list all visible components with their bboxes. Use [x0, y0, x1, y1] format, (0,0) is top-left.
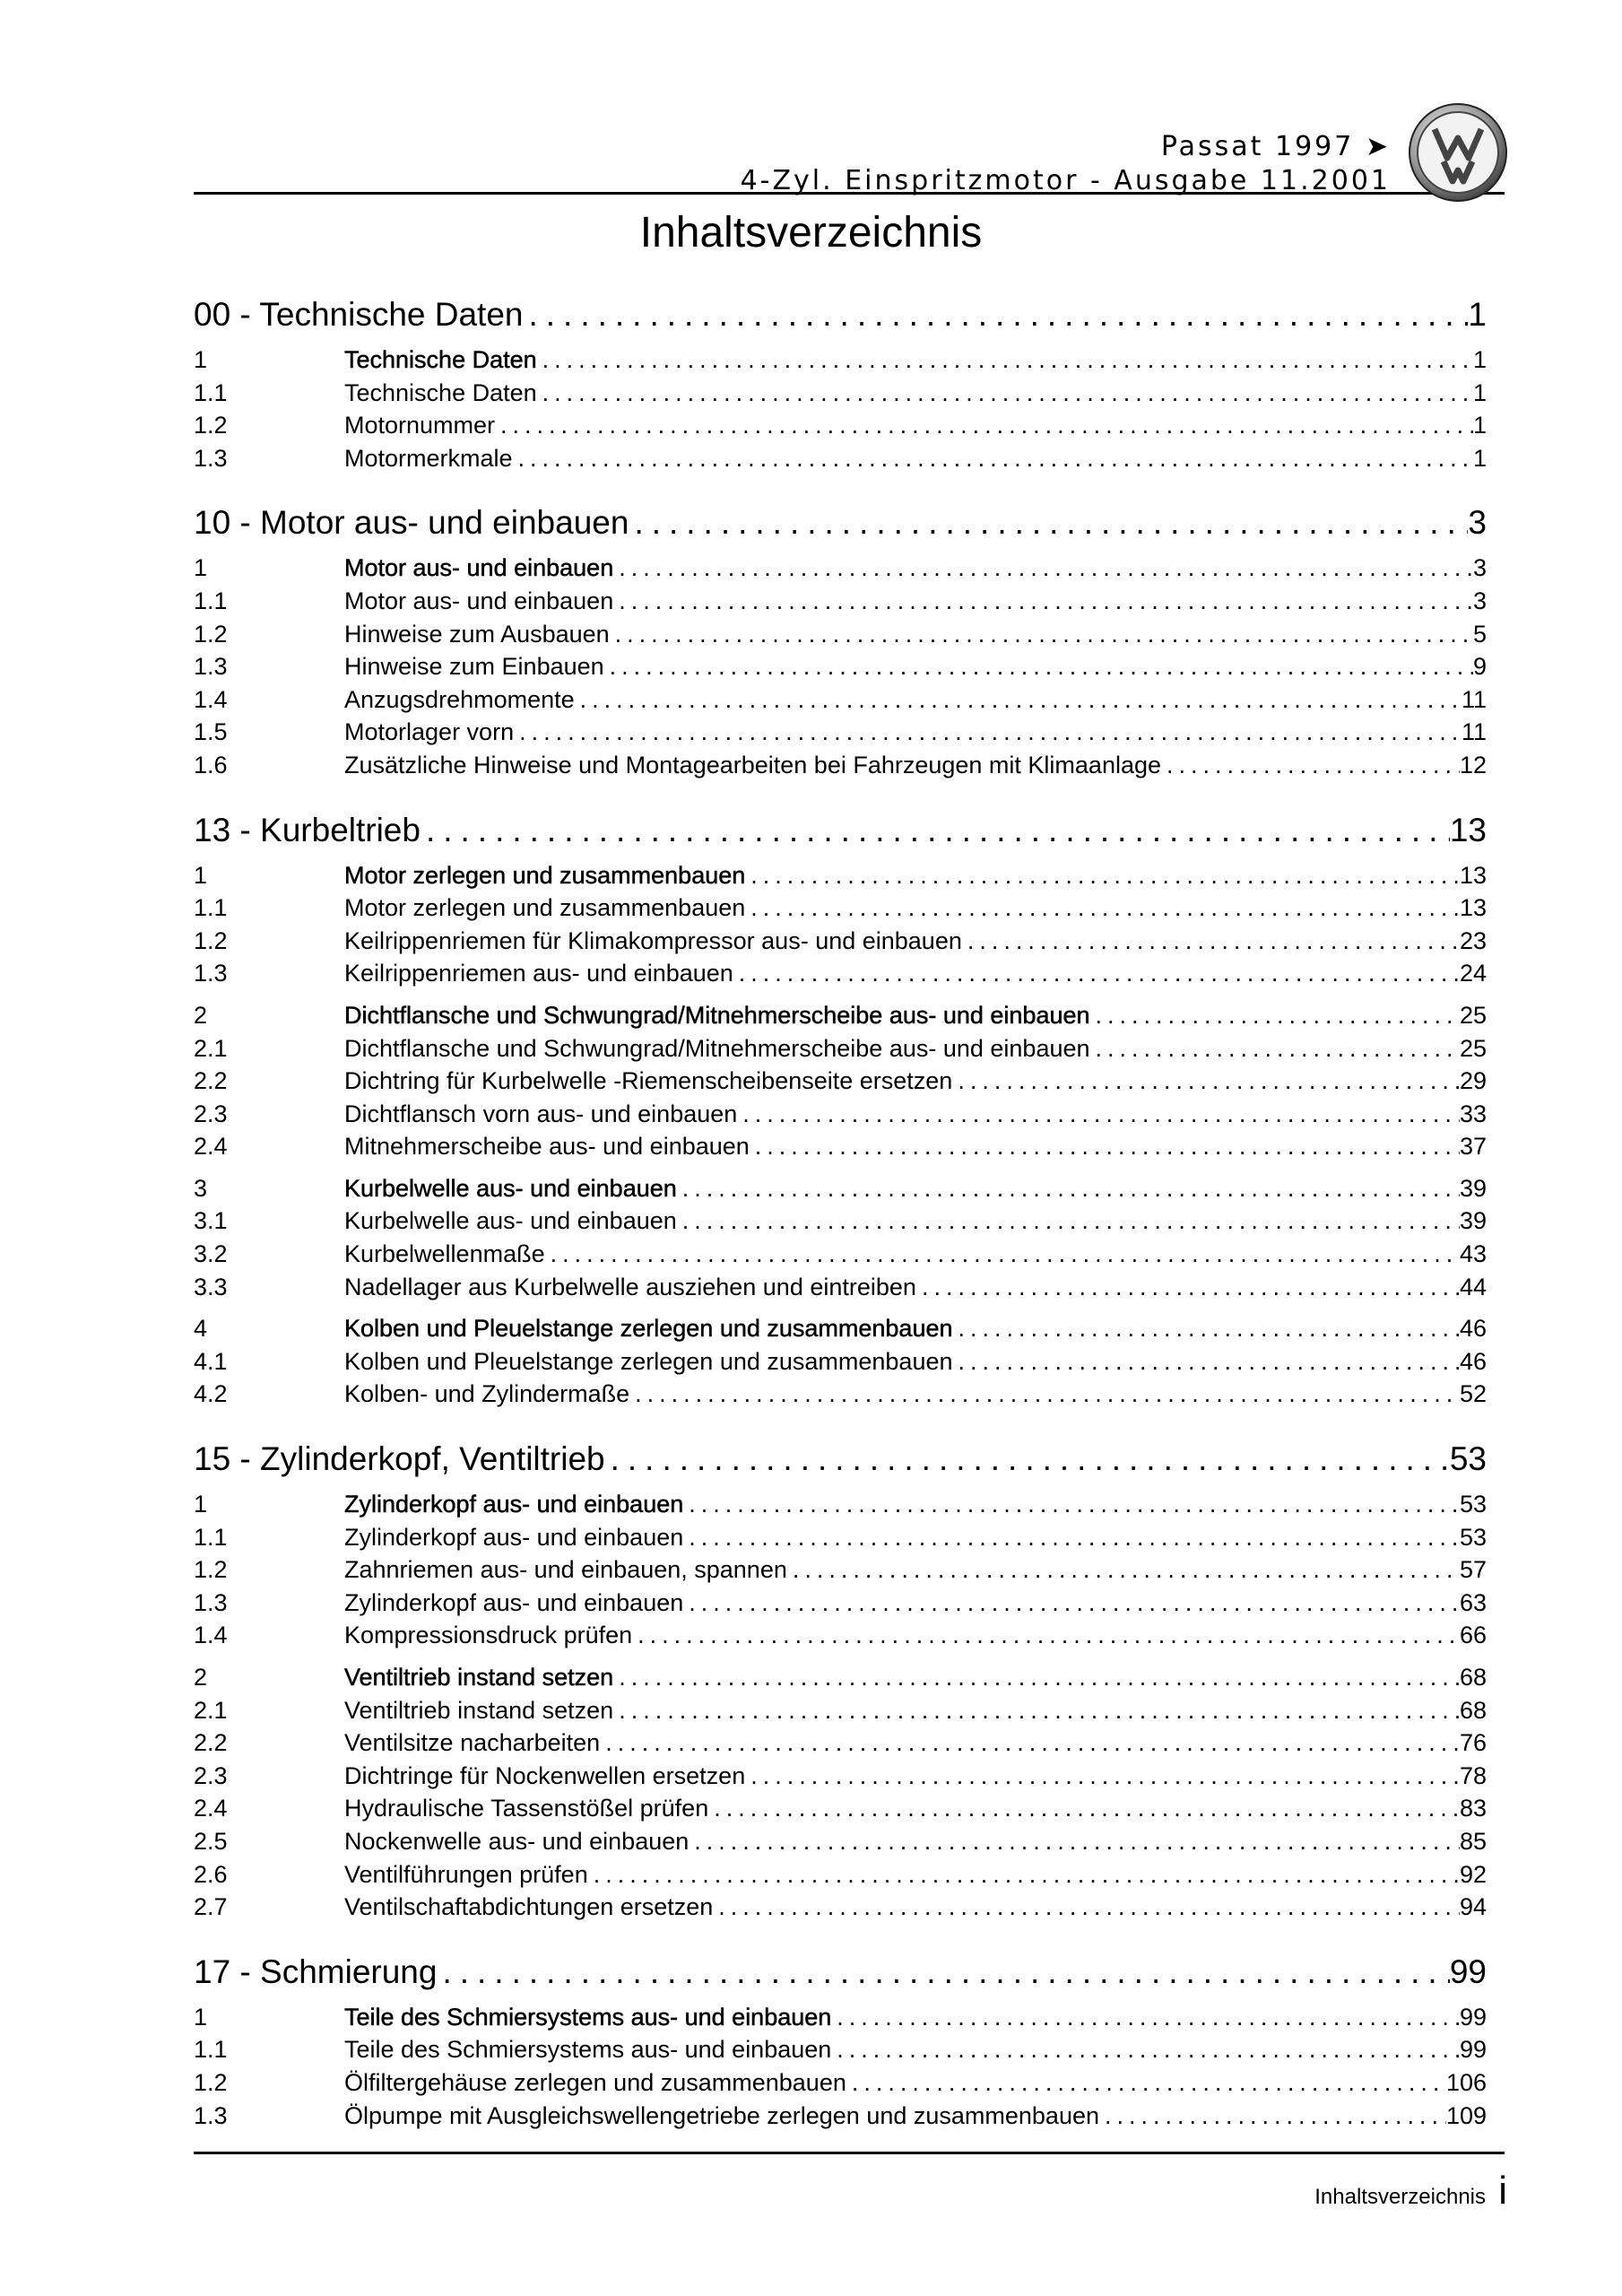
toc-sub-row[interactable] [194, 1893, 1487, 1926]
toc-sub-row[interactable] [194, 2069, 1487, 2102]
toc-entry-number: 2.3 [194, 1761, 228, 1789]
toc-entry-title: Motor aus- und einbauen [344, 554, 614, 582]
toc-entry-title: Nockenwelle aus- und einbauen [344, 1827, 690, 1855]
toc-entry-title: Ventiltrieb instand setzen [344, 1664, 614, 1691]
toc-sub-row[interactable] [194, 1348, 1487, 1381]
toc-entry-number: 2.2 [194, 1729, 228, 1757]
dot-leader [604, 653, 1473, 681]
toc-entry-number: 1.1 [194, 2036, 228, 2064]
toc-entry-number: 3 [194, 1174, 208, 1202]
toc-entry-title: Zylinderkopf aus- und einbauen [344, 1523, 684, 1551]
dot-leader [831, 2004, 1460, 2031]
toc-entry-number: 1 [194, 2003, 208, 2031]
dot-leader [613, 554, 1473, 582]
toc-entry-title: Keilrippenriemen für Klimakompressor aus- und einbauen [344, 926, 962, 954]
dot-leader [713, 1893, 1460, 1921]
dot-leader [683, 1491, 1460, 1518]
toc-entry-title: Dichtring für Kurbelwelle -Riemenscheibenseite ersetzen [344, 1067, 953, 1095]
toc-entry-number: 1.3 [194, 2101, 228, 2129]
toc-section-row[interactable] [194, 554, 1487, 587]
toc-sub-row[interactable] [194, 927, 1487, 961]
dot-leader [962, 927, 1460, 955]
dot-leader [629, 1380, 1460, 1408]
toc-sub-row[interactable] [194, 1729, 1487, 1762]
toc-entry-title: Technische Daten [344, 346, 537, 373]
toc-section-row[interactable] [194, 1175, 1487, 1208]
toc-entry-page: 39 [1459, 1207, 1487, 1235]
toc-sub-row[interactable] [194, 752, 1487, 785]
dot-leader [952, 1067, 1460, 1095]
toc-sub-row[interactable] [194, 621, 1487, 654]
dot-leader [689, 1828, 1460, 1856]
toc-entry-number: 4 [194, 1315, 208, 1343]
toc-entry-number: 1.3 [194, 653, 228, 681]
dot-leader [677, 1207, 1460, 1235]
toc-entry-page: 68 [1459, 1696, 1487, 1724]
toc-entry-page: 3 [1472, 554, 1487, 582]
toc-entry-number: 1.2 [194, 620, 228, 648]
toc-entry-page: 68 [1459, 1664, 1487, 1691]
toc-sub-row[interactable] [194, 653, 1487, 686]
toc-entry-title: Motor zerlegen und zusammenbauen [344, 894, 746, 922]
toc-entry-number: 2.1 [194, 1696, 228, 1724]
toc-entry-title: 00 - Technische Daten [194, 296, 524, 333]
toc-entry-title: 13 - Kurbeltrieb [194, 811, 421, 848]
dot-leader [787, 1556, 1460, 1584]
dot-leader [495, 412, 1473, 439]
toc-entry-page: 85 [1459, 1827, 1487, 1855]
dot-leader [514, 718, 1462, 746]
toc-entry-title: Motornummer [344, 412, 496, 439]
toc-section-row[interactable] [194, 346, 1487, 379]
dot-leader [613, 1697, 1460, 1725]
toc-entry-number: 2.2 [194, 1067, 228, 1095]
toc-entry-number: 1 [194, 1491, 208, 1518]
toc-entry-number: 1.2 [194, 2068, 228, 2096]
toc-chapter-row[interactable] [194, 1440, 1487, 1482]
toc-sub-row[interactable] [194, 412, 1487, 445]
toc-sub-row[interactable] [194, 894, 1487, 927]
toc-entry-title: Keilrippenriemen aus- und einbauen [344, 960, 733, 987]
toc-entry-page: 37 [1459, 1133, 1487, 1161]
toc-entry-page: 13 [1449, 811, 1487, 848]
toc-entry-page: 5 [1472, 620, 1487, 648]
toc-entry-title: Technische Daten [344, 378, 537, 406]
dot-leader [733, 960, 1460, 987]
toc-entry-title: Dichtringe für Nockenwellen ersetzen [344, 1761, 746, 1789]
toc-section-row[interactable] [194, 862, 1487, 895]
toc-entry-title: Motor zerlegen und zusammenbauen [344, 861, 746, 889]
toc-entry-title: Ventilschaftabdichtungen ersetzen [344, 1893, 714, 1921]
toc-entry-title: Ventiltrieb instand setzen [344, 1696, 614, 1724]
toc-entry-page: 1 [1472, 346, 1487, 373]
dot-leader [683, 1524, 1460, 1552]
toc-entry-page: 44 [1459, 1273, 1487, 1300]
toc-sub-row[interactable] [194, 1762, 1487, 1796]
toc-entry-page: 3 [1468, 504, 1487, 542]
dot-leader [737, 1100, 1460, 1128]
dot-leader [600, 1729, 1460, 1757]
toc-entry-number: 1.1 [194, 1523, 228, 1551]
toc-sub-row[interactable] [194, 587, 1487, 621]
toc-entry-number: 1 [194, 346, 208, 373]
dot-leader [605, 1440, 1450, 1478]
dot-leader [708, 1795, 1460, 1822]
toc-entry-title: Zylinderkopf aus- und einbauen [344, 1491, 684, 1518]
toc-sub-row[interactable] [194, 2102, 1487, 2135]
toc-entry-page: 25 [1459, 1001, 1487, 1029]
footer-label: Inhaltsverzeichnis [1314, 2185, 1486, 2209]
dot-leader [437, 1953, 1449, 1991]
toc-entry-title: Hinweise zum Ausbauen [344, 620, 610, 648]
toc-sub-row[interactable] [194, 1589, 1487, 1622]
toc-entry-page: 11 [1461, 685, 1487, 713]
dot-leader [846, 2069, 1446, 2097]
dot-leader [537, 379, 1473, 407]
toc-entry-title: Kurbelwelle aus- und einbauen [344, 1174, 677, 1202]
toc-chapter-row[interactable] [194, 1953, 1487, 1995]
toc-entry-page: 29 [1459, 1067, 1487, 1095]
toc-entry-page: 57 [1459, 1556, 1487, 1584]
toc-entry-number: 1.4 [194, 1622, 228, 1649]
dot-leader [745, 862, 1460, 890]
toc-sub-row[interactable] [194, 1133, 1487, 1166]
toc-entry-title: Dichtflansche und Schwungrad/Mitnehmerscheibe aus- und einbauen [344, 1001, 1090, 1029]
toc-entry-number: 4.2 [194, 1380, 228, 1408]
toc-entry-title: Anzugsdrehmomente [344, 685, 575, 713]
toc-entry-number: 1.3 [194, 444, 228, 472]
toc-sub-row[interactable] [194, 1380, 1487, 1413]
toc-entry-number: 1 [194, 861, 208, 889]
toc-entry-title: Motorlager vorn [344, 718, 515, 746]
dot-leader [513, 445, 1473, 473]
toc-sub-row[interactable] [194, 1067, 1487, 1100]
toc-entry-page: 66 [1459, 1622, 1487, 1649]
toc-sub-row[interactable] [194, 1274, 1487, 1307]
toc-entry-page: 94 [1459, 1893, 1487, 1921]
toc-sub-row[interactable] [194, 1861, 1487, 1894]
dot-leader [750, 1133, 1460, 1161]
header-model: Passat 1997 ➤ [1160, 131, 1391, 162]
dot-leader [916, 1274, 1460, 1301]
toc-entry-page: 46 [1459, 1347, 1487, 1375]
toc-entry-number: 2.6 [194, 1860, 228, 1888]
toc-entry-title: Dichtflansche und Schwungrad/Mitnehmerscheibe aus- und einbauen [344, 1034, 1090, 1062]
toc-section-row[interactable] [194, 2004, 1487, 2037]
toc-entry-title: Kolben- und Zylindermaße [344, 1380, 630, 1408]
toc-sub-row[interactable] [194, 1828, 1487, 1861]
toc-entry-page: 3 [1472, 587, 1487, 614]
toc-entry-number: 2.1 [194, 1034, 228, 1062]
toc-entry-number: 1.2 [194, 1556, 228, 1584]
toc-sub-row[interactable] [194, 1207, 1487, 1240]
toc-entry-number: 2.4 [194, 1795, 228, 1822]
toc-entry-number: 2 [194, 1001, 208, 1029]
toc-entry-number: 1.2 [194, 926, 228, 954]
toc-sub-row[interactable] [194, 1795, 1487, 1828]
dot-leader [524, 296, 1469, 334]
toc-entry-number: 1.1 [194, 378, 228, 406]
toc-entry-title: Motor aus- und einbauen [344, 587, 614, 614]
toc-entry-number: 2.5 [194, 1827, 228, 1855]
dot-leader [537, 346, 1473, 374]
toc-entry-number: 1.6 [194, 751, 228, 778]
toc-entry-title: Ventilsitze nacharbeiten [344, 1729, 601, 1757]
toc-entry-page: 52 [1459, 1380, 1487, 1408]
dot-leader [545, 1240, 1460, 1268]
toc-entry-number: 3.1 [194, 1207, 228, 1235]
toc-entry-page: 83 [1459, 1795, 1487, 1822]
toc-sub-row[interactable] [194, 2036, 1487, 2069]
toc-entry-page: 99 [1459, 2003, 1487, 2031]
toc-entry-page: 24 [1459, 960, 1487, 987]
toc-entry-page: 1 [1472, 412, 1487, 439]
dot-leader [613, 1664, 1460, 1692]
toc-sub-row[interactable] [194, 718, 1487, 752]
toc-entry-number: 1.2 [194, 412, 228, 439]
toc-entry-number: 3.2 [194, 1240, 228, 1268]
toc-section-row[interactable] [194, 1002, 1487, 1035]
toc-sub-row[interactable] [194, 379, 1487, 413]
toc-section-row[interactable] [194, 1664, 1487, 1697]
toc-entry-number: 1.3 [194, 960, 228, 987]
toc-entry-page: 11 [1461, 718, 1487, 746]
toc-entry-page: 39 [1459, 1174, 1487, 1202]
footer-rule [194, 2152, 1505, 2154]
toc-entry-page: 76 [1459, 1729, 1487, 1757]
toc-entry-title: 15 - Zylinderkopf, Ventiltrieb [194, 1440, 605, 1478]
toc-entry-title: 17 - Schmierung [194, 1952, 438, 1990]
toc-entry-number: 1 [194, 554, 208, 582]
toc-entry-page: 9 [1472, 653, 1487, 681]
toc-entry-title: Zusätzliche Hinweise und Montagearbeiten bei Fahrzeugen mit Klimaanlage [344, 751, 1162, 778]
toc-entry-title: Hinweise zum Einbauen [344, 653, 604, 681]
toc-entry-page: 99 [1449, 1952, 1487, 1990]
toc-entry-page: 13 [1459, 861, 1487, 889]
dot-leader [575, 686, 1462, 714]
dot-leader [831, 2036, 1460, 2064]
toc-entry-title: Kolben und Pleuelstange zerlegen und zusammenbauen [344, 1315, 953, 1343]
toc-section-row[interactable] [194, 1315, 1487, 1348]
toc-entry-page: 99 [1459, 2036, 1487, 2064]
dot-leader [632, 1622, 1460, 1649]
toc-entry-page: 1 [1468, 296, 1487, 333]
toc-entry-title: Mitnehmerscheibe aus- und einbauen [344, 1133, 750, 1161]
toc-entry-number: 2.3 [194, 1100, 228, 1127]
toc-entry-page: 92 [1459, 1860, 1487, 1888]
toc-sub-row[interactable] [194, 1100, 1487, 1134]
dot-leader [745, 1762, 1460, 1790]
toc-chapter-row[interactable] [194, 812, 1487, 853]
dot-leader [745, 894, 1460, 922]
dot-leader [1161, 752, 1460, 779]
toc-entry-title: Kolben und Pleuelstange zerlegen und zusammenbauen [344, 1347, 953, 1375]
dot-leader [1090, 1035, 1460, 1063]
toc-entry-page: 53 [1449, 1440, 1487, 1478]
toc-entry-page: 109 [1445, 2101, 1487, 2129]
toc-entry-page: 13 [1459, 894, 1487, 922]
toc-entry-title: Kurbelwellenmaße [344, 1240, 545, 1268]
dot-leader [629, 504, 1468, 542]
dot-leader [1099, 2102, 1446, 2130]
toc-sub-row[interactable] [194, 1524, 1487, 1557]
toc-entry-number: 1.1 [194, 587, 228, 614]
dot-leader [953, 1315, 1460, 1343]
toc-entry-page: 25 [1459, 1034, 1487, 1062]
toc-entry-number: 2.7 [194, 1893, 228, 1921]
page-title: Inhaltsverzeichnis [639, 209, 983, 257]
toc-entry-title: Hydraulische Tassenstößel prüfen [344, 1795, 709, 1822]
toc-entry-page: 53 [1459, 1491, 1487, 1518]
toc-entry-page: 78 [1459, 1761, 1487, 1789]
toc-entry-page: 23 [1459, 926, 1487, 954]
toc-sub-row[interactable] [194, 686, 1487, 719]
toc-entry-title: Zahnriemen aus- und einbauen, spannen [344, 1556, 787, 1584]
dot-leader [610, 621, 1473, 648]
toc-entry-number: 1.4 [194, 685, 228, 713]
table-of-contents [194, 296, 1487, 2135]
toc-entry-page: 106 [1445, 2068, 1487, 2096]
toc-entry-number: 1.1 [194, 894, 228, 922]
toc-entry-number: 2.4 [194, 1133, 228, 1161]
dot-leader [613, 587, 1473, 615]
toc-entry-page: 63 [1459, 1588, 1487, 1616]
toc-entry-number: 4.1 [194, 1347, 228, 1375]
dot-leader [421, 812, 1450, 849]
toc-entry-title: Teile des Schmiersystems aus- und einbauen [344, 2003, 832, 2031]
toc-entry-page: 1 [1472, 378, 1487, 406]
toc-entry-page: 46 [1459, 1315, 1487, 1343]
toc-entry-number: 2 [194, 1664, 208, 1691]
toc-entry-title: Zylinderkopf aus- und einbauen [344, 1588, 684, 1616]
toc-chapter-row[interactable] [194, 504, 1487, 545]
toc-section-row[interactable] [194, 1491, 1487, 1524]
dot-leader [953, 1348, 1460, 1376]
toc-entry-number: 1.5 [194, 718, 228, 746]
toc-entry-title: Ölfiltergehäuse zerlegen und zusammenbauen [344, 2068, 846, 2096]
toc-sub-row[interactable] [194, 960, 1487, 993]
toc-entry-title: Kurbelwelle aus- und einbauen [344, 1207, 677, 1235]
toc-entry-title: Kompressionsdruck prüfen [344, 1622, 633, 1649]
toc-chapter-row[interactable] [194, 296, 1487, 337]
dot-leader [588, 1861, 1460, 1889]
toc-sub-row[interactable] [194, 1240, 1487, 1274]
toc-entry-title: 10 - Motor aus- und einbauen [194, 504, 629, 542]
dot-leader [1090, 1002, 1460, 1030]
toc-entry-page: 1 [1472, 444, 1487, 472]
toc-entry-title: Teile des Schmiersystems aus- und einbauen [344, 2036, 832, 2064]
toc-entry-title: Motormerkmale [344, 444, 513, 472]
toc-entry-number: 3.3 [194, 1273, 228, 1300]
toc-entry-title: Ventilführungen prüfen [344, 1860, 588, 1888]
toc-entry-title: Dichtflansch vorn aus- und einbauen [344, 1100, 738, 1127]
toc-entry-page: 43 [1459, 1240, 1487, 1268]
toc-entry-page: 12 [1459, 751, 1487, 778]
toc-sub-row[interactable] [194, 1697, 1487, 1730]
toc-entry-page: 53 [1459, 1523, 1487, 1551]
toc-sub-row[interactable] [194, 1035, 1487, 1068]
toc-entry-title: Nadellager aus Kurbelwelle ausziehen und eintreiben [344, 1273, 916, 1300]
vw-logo-icon [1408, 102, 1508, 203]
toc-entry-number: 1.3 [194, 1588, 228, 1616]
dot-leader [677, 1175, 1460, 1203]
toc-entry-title: Ölpumpe mit Ausgleichswellengetriebe zerlegen und zusammenbauen [344, 2101, 1099, 2129]
dot-leader [683, 1589, 1460, 1617]
footer-page-numeral: i [1498, 2169, 1507, 2213]
toc-sub-row[interactable] [194, 1622, 1487, 1655]
toc-sub-row[interactable] [194, 445, 1487, 478]
header-edition: 4-Zyl. Einspritzmotor - Ausgabe 11.2001 [740, 165, 1391, 196]
toc-sub-row[interactable] [194, 1556, 1487, 1589]
toc-entry-page: 33 [1459, 1100, 1487, 1127]
